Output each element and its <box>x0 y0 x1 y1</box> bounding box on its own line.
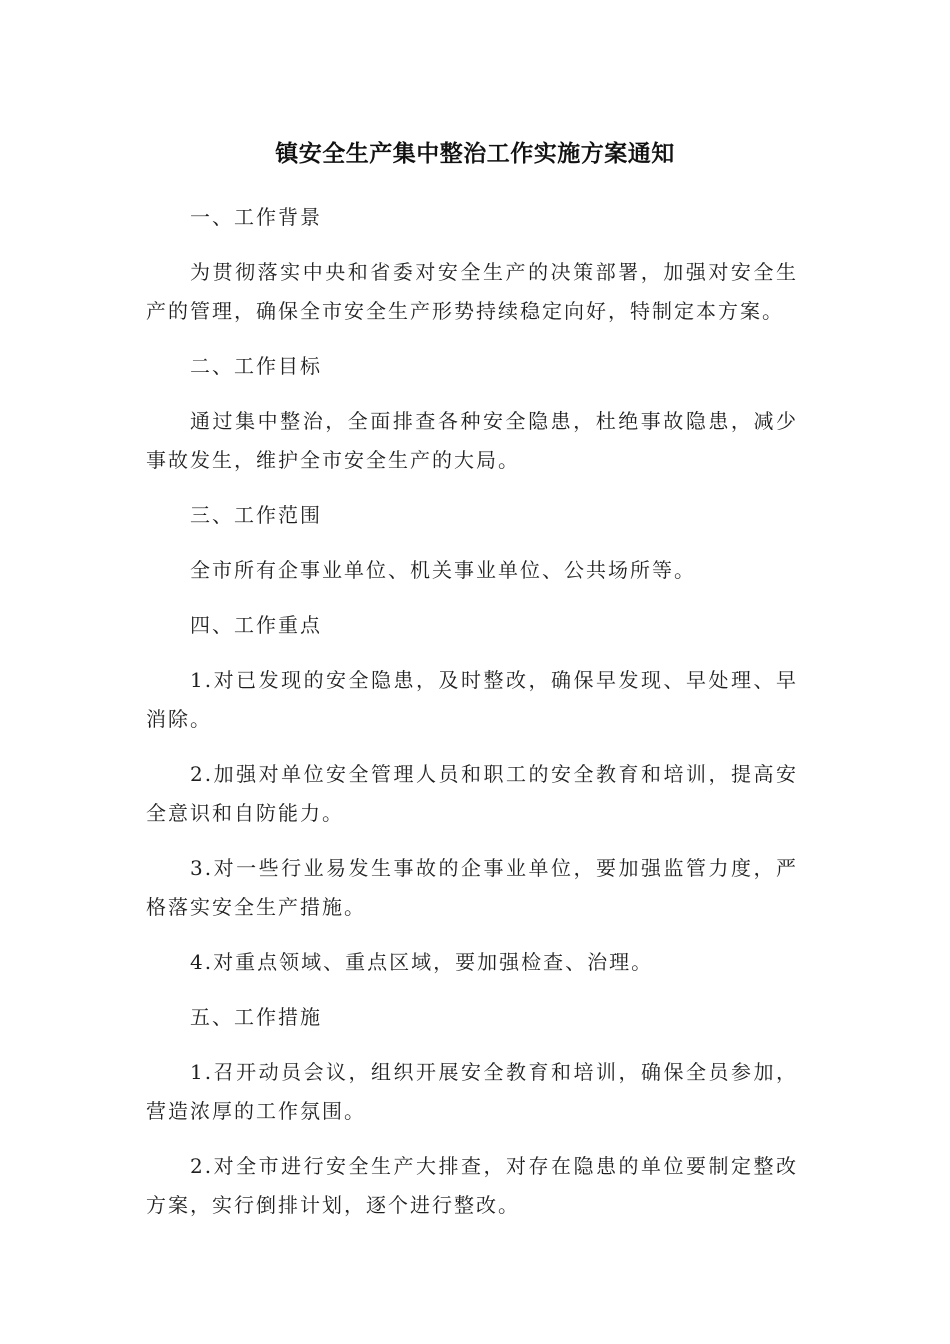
focus-item-3: 3.对一些行业易发生事故的企事业单位，要加强监管力度，严格落实安全生产措施。 <box>146 856 798 919</box>
section-heading-goals: 二、工作目标 <box>190 354 322 378</box>
measure-item-2: 2.对全市进行安全生产大排查，对存在隐患的单位要制定整改方案，实行倒排计划，逐个进行整改。 <box>146 1154 798 1217</box>
document-title: 镇安全生产集中整治工作实施方案通知 <box>275 141 675 167</box>
focus-item-4: 4.对重点领域、重点区域，要加强检查、治理。 <box>190 950 654 974</box>
focus-item-2: 2.加强对单位安全管理人员和职工的安全教育和培训，提高安全意识和自防能力。 <box>146 762 798 825</box>
section-text-background: 为贯彻落实中央和省委对安全生产的决策部署，加强对安全生产的管理，确保全市安全生产形势持续稳定向好，特制定本方案。 <box>146 260 798 323</box>
section-text-goals: 通过集中整治，全面排查各种安全隐患，杜绝事故隐患，减少事故发生，维护全市安全生产的大局。 <box>146 409 798 472</box>
section-text-scope: 全市所有企事业单位、机关事业单位、公共场所等。 <box>190 558 696 582</box>
section-heading-focus: 四、工作重点 <box>190 613 322 637</box>
document-body <box>146 198 798 1241</box>
measure-item-1: 1.召开动员会议，组织开展安全教育和培训，确保全员参加，营造浓厚的工作氛围。 <box>146 1060 798 1123</box>
focus-item-1: 1.对已发现的安全隐患，及时整改，确保早发现、早处理、早消除。 <box>146 668 798 731</box>
section-heading-measures: 五、工作措施 <box>190 1005 322 1029</box>
section-heading-background: 一、工作背景 <box>190 205 322 229</box>
section-heading-scope: 三、工作范围 <box>190 503 322 527</box>
